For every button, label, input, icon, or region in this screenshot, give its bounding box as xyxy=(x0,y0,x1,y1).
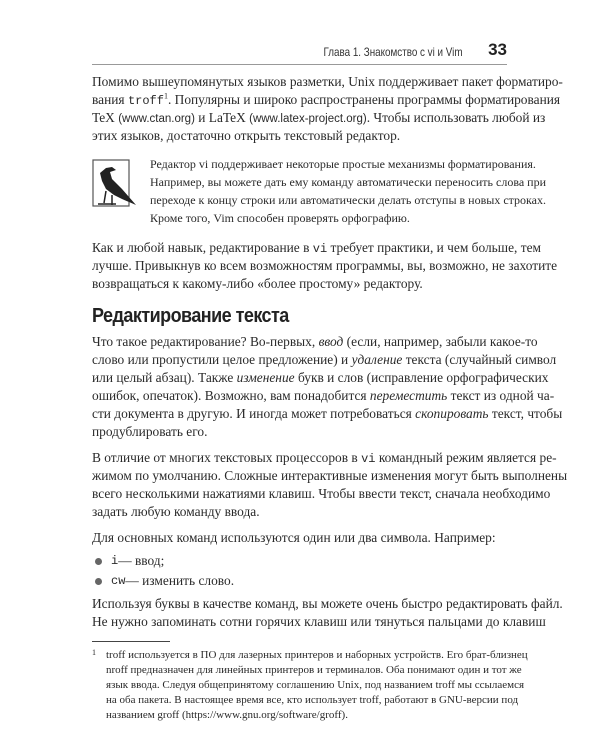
text-line xyxy=(150,191,547,209)
page-number: 33 xyxy=(488,40,507,59)
text-run: Не нужно запоминать сотни горячих клавиш или тянуться пальцами до клавиш xyxy=(92,614,546,629)
emphasis-run: удаление xyxy=(351,352,403,367)
text-line xyxy=(92,613,546,631)
command-description: — ввод; xyxy=(118,553,165,568)
url-run: (www.latex-project.org) xyxy=(249,113,367,125)
emphasis-run: скопировать xyxy=(415,406,489,421)
text-run: Редактор vi поддерживает некоторые простые механизмы форматирования. xyxy=(150,157,536,171)
text-line xyxy=(92,529,507,547)
emphasis-run: изменение xyxy=(236,370,295,385)
emphasis-run: ввод xyxy=(318,334,344,349)
text-line xyxy=(92,708,507,723)
text-run: букв и слов (исправление орфографических xyxy=(294,370,549,385)
tip-box xyxy=(92,155,547,231)
text-line xyxy=(92,693,519,708)
text-line xyxy=(92,467,568,485)
text-line xyxy=(92,73,563,91)
code-run: vi xyxy=(361,452,376,466)
text-line xyxy=(92,257,558,275)
list-item xyxy=(92,571,507,591)
text-line xyxy=(92,333,538,351)
text-line xyxy=(92,351,557,369)
text-line xyxy=(92,449,557,467)
command-list xyxy=(92,551,507,591)
text-run: Что такое редактирование? Во-первых, xyxy=(92,334,319,349)
paragraph-intro xyxy=(92,73,563,145)
text-run: nroff предназначен для линейных принтеров и терминалов. Оба понимают один и тот же xyxy=(106,664,522,676)
text-run: переходе к концу строки или автоматически делать отступы в новых строках. xyxy=(150,193,547,207)
text-run: вания xyxy=(92,92,128,107)
text-line xyxy=(92,503,507,521)
emphasis-run: переместить xyxy=(369,388,448,403)
text-run: . Чтобы использовать любой из xyxy=(366,110,546,125)
bullet-icon xyxy=(95,558,102,565)
footnote-ref: 1 xyxy=(163,91,168,101)
text-line xyxy=(92,127,507,145)
text-run: Используя буквы в качестве команд, вы можете очень быстро редактировать файл. xyxy=(92,596,563,611)
page-body xyxy=(92,73,568,723)
chapter-title: Глава 1. Знакомство с vi и Vim xyxy=(323,45,463,59)
text-run: и LaTeX xyxy=(194,110,250,125)
text-run: задать любую команду ввода. xyxy=(92,504,260,519)
text-line xyxy=(92,595,563,613)
text-line xyxy=(92,648,528,663)
footnote xyxy=(92,648,528,723)
paragraph-commands xyxy=(92,529,507,547)
text-line xyxy=(150,173,546,191)
text-run: сти документа в другую. И иногда может потребоваться xyxy=(92,406,416,421)
text-run: ошибок, опечаток). Возможно, вам понадобится xyxy=(92,388,370,403)
text-line xyxy=(92,405,563,423)
text-line xyxy=(92,109,546,127)
text-run: лучше. Привыкнув ко всем возможностям программы, вы, возможно, не захотите xyxy=(92,258,558,273)
text-run: всего несколькими нажатиями клавиш. Чтобы ввести текст, сначала необходимо xyxy=(92,486,551,501)
text-line xyxy=(92,239,541,257)
text-run: требует практики, и чем больше, тем xyxy=(327,240,541,255)
section-heading: Редактирование текста xyxy=(92,305,289,327)
paragraph-editing xyxy=(92,333,563,441)
text-run: текст, чтобы xyxy=(488,406,563,421)
text-line xyxy=(150,155,536,173)
footnote-divider xyxy=(92,641,170,642)
footnote-number: 1 xyxy=(92,648,96,657)
paragraph-command-mode xyxy=(92,449,568,521)
text-run: . Популярны и широко распространены программы форматирования xyxy=(167,92,561,107)
text-line xyxy=(92,663,522,678)
code-run: troff xyxy=(127,94,164,108)
text-run: Как и любой навык, редактирование в xyxy=(92,240,313,255)
running-header xyxy=(92,38,507,65)
paragraph-letters xyxy=(92,595,563,631)
command-code: i xyxy=(111,554,119,568)
text-run: Например, вы можете дать ему команду автоматически переносить слова при xyxy=(150,175,546,189)
crow-note-icon xyxy=(92,159,140,209)
text-run: командный режим является ре- xyxy=(375,450,557,465)
text-run: продублировать его. xyxy=(92,424,208,439)
text-line xyxy=(150,209,507,227)
command-description: — изменить слово. xyxy=(125,573,235,588)
text-run: troff используется в ПО для лазерных принтеров и наборных устройств. Его брат-близнец xyxy=(106,649,528,661)
text-line xyxy=(92,423,507,441)
text-run: В отличие от многих текстовых процессоров в xyxy=(92,450,362,465)
list-item xyxy=(92,551,507,571)
text-line xyxy=(92,369,549,387)
text-line xyxy=(92,387,555,405)
text-run: (если, например, забыли какое-то xyxy=(343,334,538,349)
text-line xyxy=(92,91,561,109)
text-run: или целый абзац). Также xyxy=(92,370,237,385)
text-run: слово или пропустили целое предложение) и xyxy=(92,352,352,367)
text-run: названием groff (https://www.gnu.org/software/groff). xyxy=(106,709,348,721)
text-run: TeX xyxy=(92,110,119,125)
text-run: на оба пакета. В настоящее время все, кто использует troff, работают в GNU-версии под xyxy=(106,694,519,706)
text-run: текст из одной ча- xyxy=(447,388,555,403)
command-code: cw xyxy=(111,574,126,588)
url-run: (www.ctan.org) xyxy=(118,113,195,125)
text-run: язык ввода. Следуя общепринятому соглашению Unix, под названием troff мы ссылаемся xyxy=(106,679,525,691)
text-run: текста (случайный символ xyxy=(402,352,557,367)
text-run: возвращаться к какому-либо «более простому» редактору. xyxy=(92,276,423,291)
text-run: жимом по умолчанию. Сложные интерактивные изменения могут быть выполнены xyxy=(92,468,568,483)
text-line xyxy=(92,678,525,693)
text-line xyxy=(92,275,507,293)
text-run: этих языков, достаточно открыть текстовый редактор. xyxy=(92,128,401,143)
tip-note xyxy=(150,155,547,227)
bullet-icon xyxy=(95,578,102,585)
text-run: Для основных команд используются один или два символа. Например: xyxy=(92,530,496,545)
code-run: vi xyxy=(312,242,328,256)
text-run: Кроме того, Vim способен проверять орфографию. xyxy=(150,211,410,225)
text-run: Помимо вышеупомянутых языков разметки, Unix поддерживает пакет форматиро- xyxy=(92,74,563,89)
paragraph-practice xyxy=(92,239,558,293)
text-line xyxy=(92,485,551,503)
